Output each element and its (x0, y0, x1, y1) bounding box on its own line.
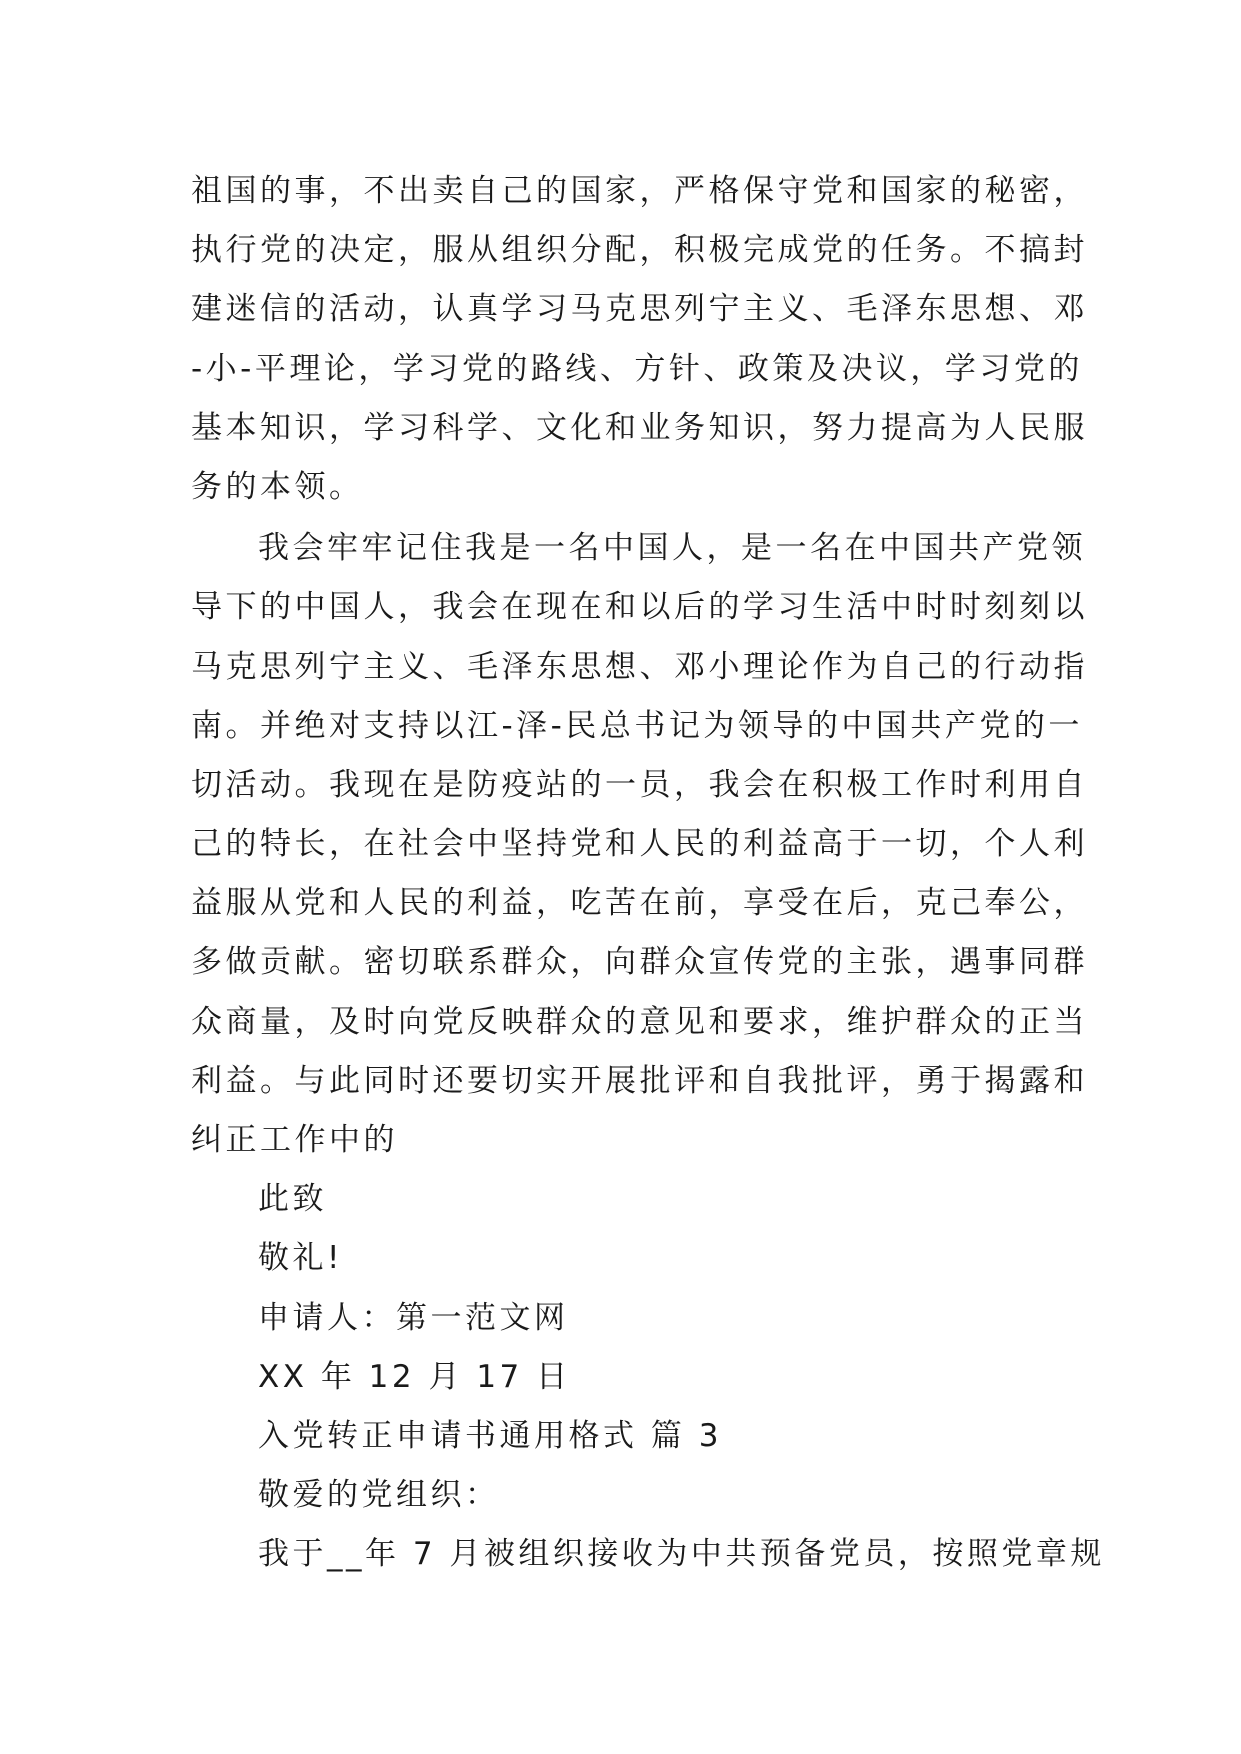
text-line: 基本知识，学习科学、文化和业务知识，努力提高为人民服 (191, 409, 1088, 446)
text-line: 我会牢牢记住我是一名中国人，是一名在中国共产党领 (258, 530, 1086, 567)
text-line: 执行党的决定，服从组织分配，积极完成党的任务。不搞封 (191, 232, 1088, 269)
text-line: 南。并绝对支持以江-泽-民总书记为领导的中国共产党的一 (191, 707, 1083, 744)
text-line: 多做贡献。密切联系群众，向群众宣传党的主张，遇事同群 (191, 944, 1088, 981)
text-line: 利益。与此同时还要切实开展批评和自我批评，勇于揭露和 (191, 1062, 1088, 1099)
respect-line: 敬礼! (258, 1240, 343, 1277)
text-line: 建迷信的活动，认真学习马克思列宁主义、毛泽东思想、邓 (191, 291, 1088, 328)
greeting-line: 敬爱的党组织： (258, 1477, 500, 1514)
document-body (191, 162, 1105, 1585)
paragraph-1 (191, 162, 1091, 517)
text-line: 祖国的事，不出卖自己的国家，严格保守党和国家的秘密， (191, 173, 1088, 209)
text-line: 众商量，及时向党反映群众的意见和要求，维护群众的正当 (191, 1003, 1088, 1040)
closing-block (191, 1170, 1091, 1407)
date-line: XX 年 12 月 17 日 (258, 1358, 571, 1395)
text-line: 导下的中国人，我会在现在和以后的学习生活中时时刻刻以 (191, 589, 1088, 626)
text-line: 务的本领。 (191, 468, 364, 505)
applicant-line: 申请人：第一范文网 (258, 1299, 569, 1336)
section-title: 入党转正申请书通用格式 篇 3 (258, 1417, 722, 1454)
paragraph-2 (191, 519, 1091, 1170)
text-line: -小-平理论，学习党的路线、方针、政策及决议，学习党的 (191, 350, 1083, 387)
text-line: 益服从党和人民的利益，吃苦在前，享受在后，克己奉公， (191, 885, 1088, 922)
text-line: 我于__年 7 月被组织接收为中共预备党员，按照党章规 (258, 1536, 1105, 1573)
text-line: 马克思列宁主义、毛泽东思想、邓小理论作为自己的行动指 (191, 648, 1088, 685)
salutation: 此致 (258, 1181, 327, 1218)
text-line: 切活动。我现在是防疫站的一员，我会在积极工作时利用自 (191, 766, 1088, 803)
text-line: 己的特长，在社会中坚持党和人民的利益高于一切，个人利 (191, 826, 1088, 863)
text-line: 纠正工作中的 (191, 1122, 398, 1158)
